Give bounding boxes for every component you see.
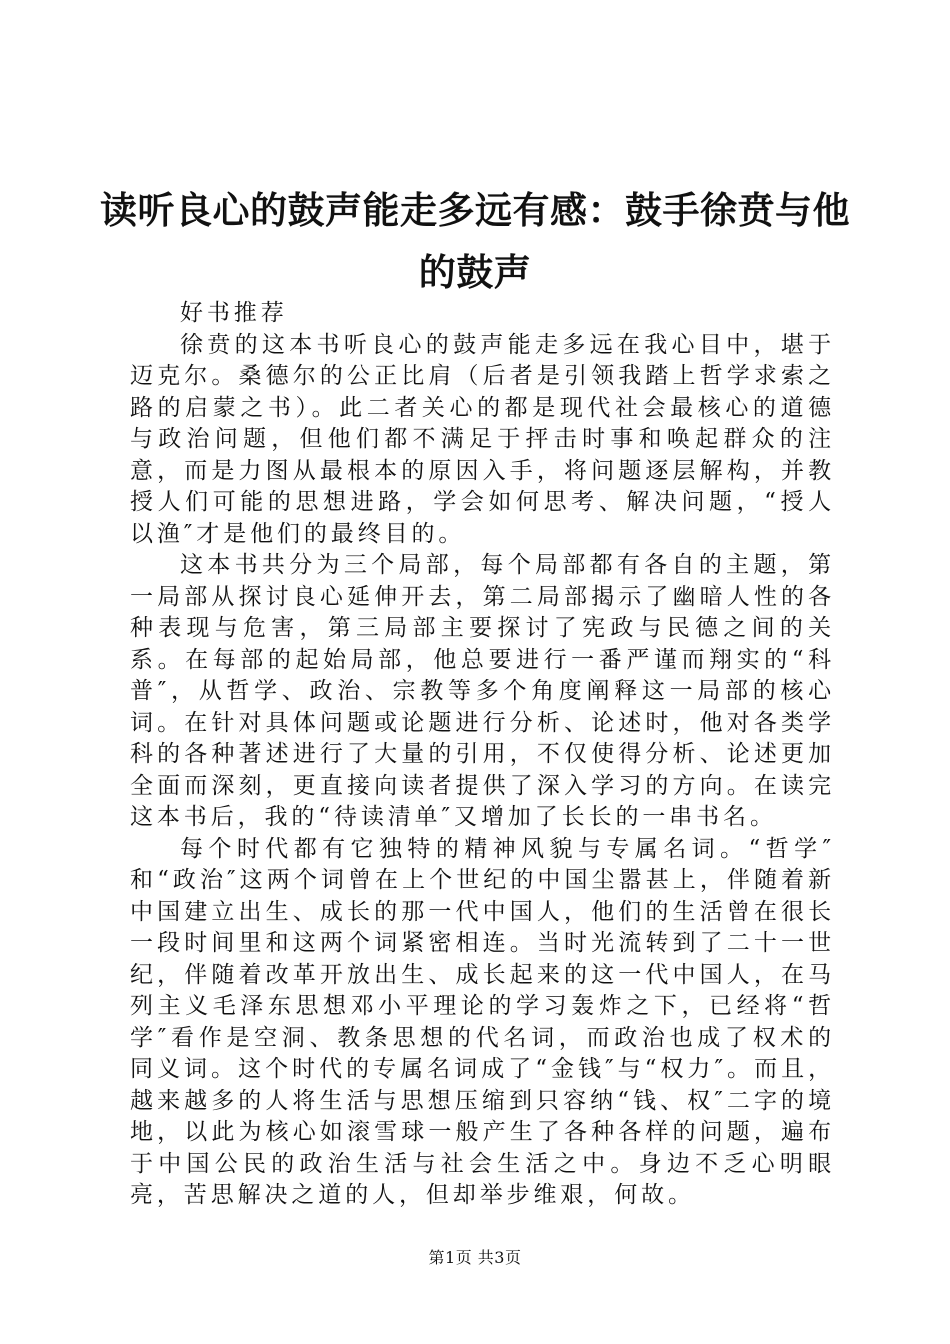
section-label: 好书推荐: [180, 300, 288, 326]
paragraph-2: 这本书共分为三个局部，每个局部都有各自的主题，第一局部从探讨良心延伸开去，第二局部揭示了幽暗人性的各种表现与危害，第三局部主要探讨了宪政与民德之间的关系。在每部的起始局部，他总要进行一番严谨而翔实的“科普″，从哲学、政治、宗教等多个角度阐释这一局部的核心词。在针对具体问题或论题进行分析、论述时，他对各类学科的各种著述进行了大量的引用，不仅使得分析、论述更加全面而深刻，更直接向读者提供了深入学习的方向。在读完这本书后，我的“待读清单″又增加了长长的一串书名。: [130, 552, 835, 830]
paragraph-3: 每个时代都有它独特的精神风貌与专属名词。“哲学″和“政治″这两个词曾在上个世纪的中国尘嚣甚上，伴随着新中国建立出生、成长的那一代中国人，他们的生活曾在很长一段时间里和这两个词紧密相连。当时光流转到了二十一世纪，伴随着改革开放出生、成长起来的这一代中国人，在马列主义毛泽东思想邓小平理论的学习轰炸之下，已经将“哲学″看作是空洞、教条思想的代名词，而政治也成了权术的同义词。这个时代的专属名词成了“金钱″与“权力″。而且，越来越多的人将生活与思想压缩到只容纳“钱、权″二字的境地，以此为核心如滚雪球一般产生了各种各样的问题，遍布于中国公民的政治生活与社会生活之中。身边不乏心明眼亮，苦思解决之道的人，但却举步维艰，何故。: [130, 835, 835, 1208]
paragraph-1: 徐贲的这本书听良心的鼓声能走多远在我心目中，堪于迈克尔。桑德尔的公正比肩（后者是引领我踏上哲学求索之路的启蒙之书）。此二者关心的都是现代社会最核心的道德与政治问题，但他们都不满足于抨击时事和唤起群众的注意，而是力图从最根本的原因入手，将问题逐层解构，并教授人们可能的思想进路，学会如何思考、解决问题，“授人以渔″才是他们的最终目的。: [130, 331, 835, 547]
page-number-footer: 第1页 共3页: [428, 1248, 522, 1267]
document-title-line-2: 的鼓声: [418, 250, 532, 294]
document-title-line-1: 读听良心的鼓声能走多远有感：鼓手徐贲与他: [100, 188, 850, 232]
document-body: [130, 298, 835, 1212]
